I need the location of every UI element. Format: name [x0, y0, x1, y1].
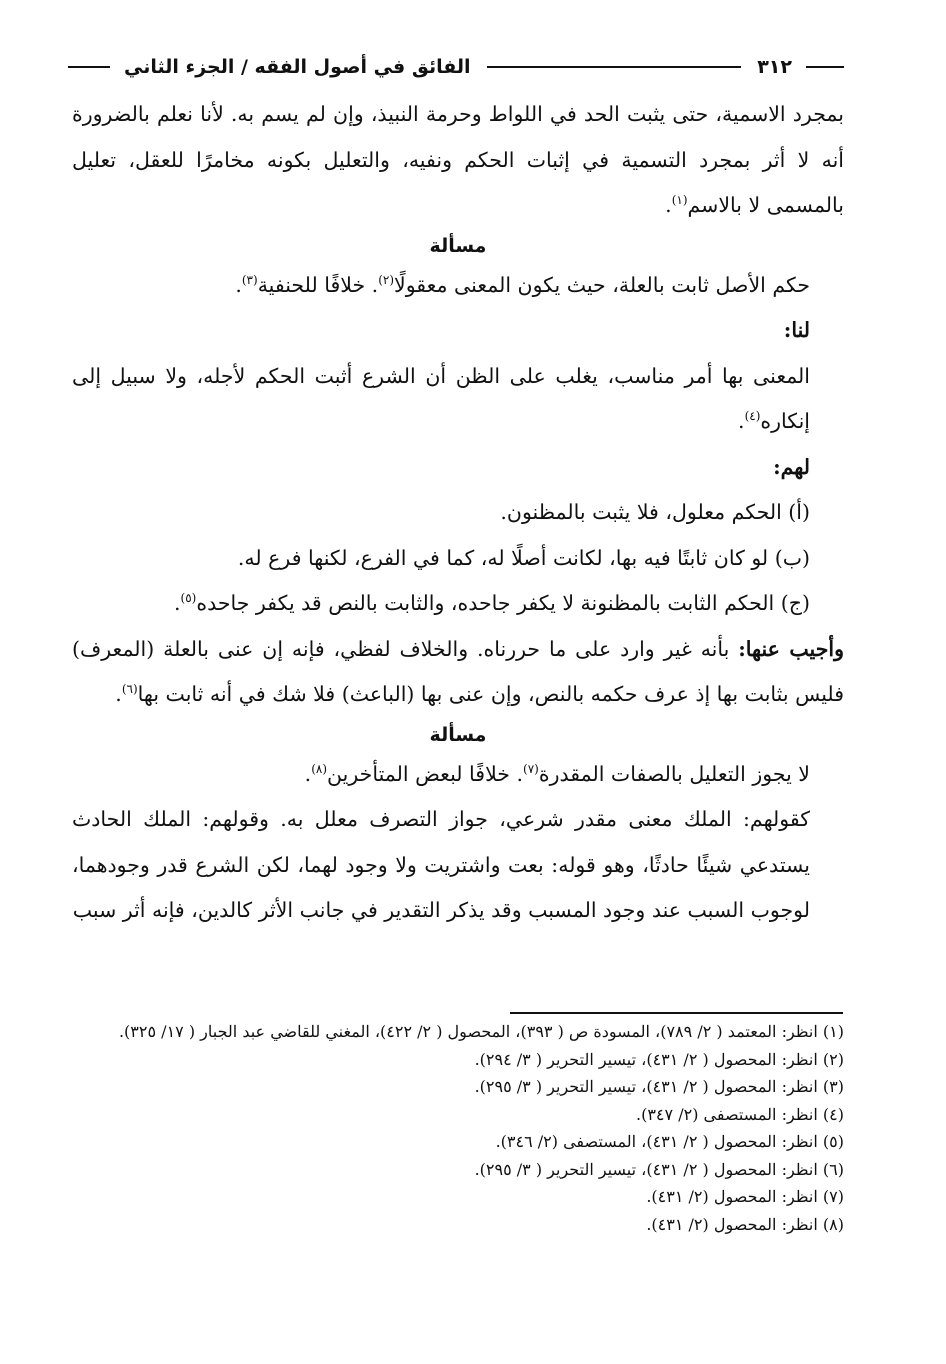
header-rule-middle [487, 66, 742, 68]
footnote-ref: (٨) [311, 761, 328, 776]
header-rule-right [806, 66, 844, 68]
paragraph: لا يجوز التعليل بالصفات المقدرة$^{(٧)}$. خلافًا لبعض المتأخرين$^{(٨)}$. [304, 761, 810, 786]
footnote: (٨) انظر: المحصول (٢/ ٤٣١). [646, 1214, 844, 1234]
running-title: الفائق في أصول الفقه / الجزء الثاني [124, 56, 471, 78]
paragraph: بمجرد الاسمية، حتى يثبت الحد في اللواط وحرمة النبيذ، وإن لم يسم به. لأنا نعلم بالضرورة أنه لا أثر بمجرد التسمية في إثبات الحكم ونفيه، والتعليل بكونه مخامرًا للعقل، تعليل بالمسمى لا بالاسم$^{(١)}$. [72, 102, 844, 217]
footnote-ref: (٤) [744, 409, 761, 424]
footnote-ref: (٢) [378, 272, 395, 287]
page-number: ٣١٢ [757, 56, 792, 78]
footnote-separator [510, 1012, 843, 1014]
footnote: (٦) انظر: المحصول ( ٢/ ٤٣١)، تيسير التحرير ( ٣/ ٢٩٥). [474, 1159, 844, 1179]
paragraph: وأجيب عنها: بأنه غير وارد على ما حررناه. والخلاف لفظي، فإنه إن عنى بالعلة (المعرف) فليس بثابت بها إذ عرف حكمه بالنص، وإن عنى بها (الباعث) فلا شك في أنه ثابت بها$^{(٦)}$. [72, 636, 845, 706]
footnote: (٣) انظر: المحصول ( ٢/ ٤٣١)، تيسير التحرير ( ٣/ ٢٩٥). [474, 1077, 844, 1096]
section-heading: مسألة [429, 723, 487, 746]
list-item: (ب) لو كان ثابتًا فيه بها، لكانت أصلًا له، كما في الفرع، لكنها فرع له. [237, 545, 810, 570]
subheading-lana: لنا: [783, 318, 810, 342]
footnote-ref: (٣) [241, 272, 258, 287]
subheading-lahum: لهم: [773, 454, 810, 479]
footnote: (٧) انظر: المحصول (٢/ ٤٣١). [646, 1187, 844, 1206]
section-heading: مسألة [429, 234, 487, 257]
footnote: (٥) انظر: المحصول ( ٢/ ٤٣١)، المستصفى (٢/ ٣٤٦). [495, 1132, 844, 1151]
footnote-ref: (٧) [523, 761, 539, 776]
page-header [68, 50, 844, 84]
main-text [72, 92, 844, 934]
paragraph: المعنى بها أمر مناسب، يغلب على الظن أن الشرع أثبت الحكم لأجله، ولا سبيل إلى إنكاره$^{(٤)}$. [72, 363, 810, 433]
paragraph: حكم الأصل ثابت بالعلة، حيث يكون المعنى معقولًا$^{(٢)}$. خلافًا للحنفية$^{(٣)}$. [235, 272, 810, 297]
footnote-ref: (٦) [121, 682, 138, 697]
footnote-ref: (٥) [180, 591, 197, 606]
footnote: (١) انظر: المعتمد ( ٢/ ٧٨٩)، المسودة ص ( ٣٩٣)، المحصول ( ٢/ ٤٢٢)، المغني للقاضي عبد الجبار ( ١٧/ ٣٢٥). [118, 1022, 844, 1041]
footnote: (٢) انظر: المحصول ( ٢/ ٤٣١)، تيسير التحرير ( ٣/ ٢٩٤). [474, 1049, 844, 1069]
footnote-ref: (١) [671, 193, 688, 208]
paragraph: كقولهم: الملك معنى مقدر شرعي، جواز التصرف معلل به. وقولهم: الملك الحادث يستدعي شيئًا حادثًا، وهو قوله: بعت واشتريت ولا وجود لهما، لكن الشرع قدر وجودهما، لوجوب السبب عند وجود المسبب وقد يذكر التقدير في جانب الأثر كالدين، فإنه أثر سبب [72, 807, 810, 922]
header-rule-left [68, 66, 110, 68]
list-item: (ج) الحكم الثابت بالمظنونة لا يكفر جاحده، والثابت بالنص قد يكفر جاحده$^{(٥)}$. [173, 591, 810, 615]
footnote: (٤) انظر: المستصفى (٢/ ٣٤٧). [636, 1104, 844, 1124]
list-item: (أ) الحكم معلول، فلا يثبت بالمظنون. [500, 500, 810, 524]
footnotes [72, 1018, 844, 1238]
